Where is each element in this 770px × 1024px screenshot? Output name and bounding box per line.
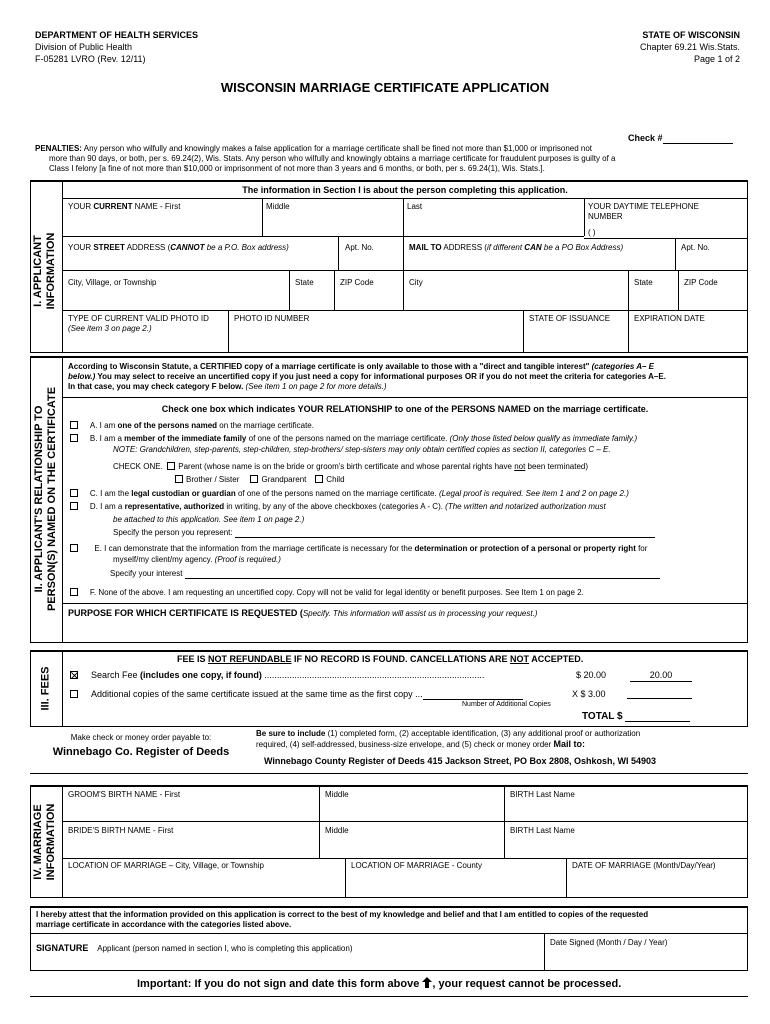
search-fee-price: $ 20.00	[576, 670, 607, 680]
state-label-2: State	[634, 278, 653, 287]
checkbox-icon[interactable]	[70, 489, 78, 497]
additional-copies-caption: Number of Additional Copies	[462, 701, 551, 708]
dept-name: DEPARTMENT OF HEALTH SERVICES	[35, 30, 199, 40]
bride-last-label: BIRTH Last Name	[510, 826, 575, 835]
checkbox-icon[interactable]	[167, 462, 175, 470]
zip-label: ZIP Code	[340, 278, 374, 287]
chapter-ref: Chapter 69.21 Wis.Stats.	[639, 42, 740, 52]
represent-field[interactable]: Specify the person you represent:	[113, 528, 655, 538]
zip-label-2: ZIP Code	[684, 278, 718, 287]
purpose-label: PURPOSE FOR WHICH CERTIFICATE IS REQUESTED (Specify. This information will assist us in processing your request.)	[68, 608, 538, 618]
state-name: STATE OF WISCONSIN	[642, 30, 740, 40]
groom-last-label: BIRTH Last Name	[510, 790, 575, 799]
checkbox-icon[interactable]	[315, 475, 323, 483]
search-fee-value[interactable]: 20.00	[630, 670, 692, 682]
page-title: WISCONSIN MARRIAGE CERTIFICATE APPLICATION	[220, 80, 550, 95]
state-label: State	[295, 278, 314, 287]
marriage-date-label: DATE OF MARRIAGE (Month/Day/Year)	[572, 861, 716, 870]
option-a[interactable]: A. I am one of the persons named on the marriage certificate.	[70, 421, 314, 431]
additional-copies-amount[interactable]	[627, 698, 692, 699]
payable-label: Make check or money order payable to:	[70, 733, 212, 742]
additional-copies-price: X $ 3.00	[572, 689, 606, 699]
groom-name-label: GROOM'S BIRTH NAME - First	[68, 790, 181, 799]
date-signed-field[interactable]: Date Signed (Month / Day / Year)	[550, 938, 668, 947]
groom-middle-label: Middle	[325, 790, 349, 799]
checkbox-icon[interactable]	[175, 475, 183, 483]
search-fee-row[interactable]: Search Fee (includes one copy, if found) ........................................................................................	[70, 670, 484, 681]
marriage-county-label: LOCATION OF MARRIAGE - County	[351, 861, 482, 870]
photo-id-number-label: PHOTO ID NUMBER	[234, 314, 310, 323]
checkbox-icon[interactable]	[70, 421, 78, 429]
apt-label-2: Apt. No.	[681, 243, 710, 252]
checked-box-icon[interactable]	[70, 671, 78, 679]
city-label: City, Village, or Township	[68, 278, 157, 287]
signature-field[interactable]: SIGNATURE Applicant (person named in section I, who is completing this application)	[36, 943, 353, 953]
form-number: F-05281 LVRO (Rev. 12/11)	[35, 54, 146, 64]
section-1-label: I. APPLICANT INFORMATION	[32, 232, 57, 310]
option-d[interactable]: D. I am a representative, authorized in writing, by any of the above checkboxes (categories A - C). (The written and notarized authorization must	[70, 502, 606, 512]
check-one-parent[interactable]: CHECK ONE. Parent (whose name is on the bride or groom's birth certificate and whose parental rights have not been terminated)	[113, 462, 589, 471]
checkbox-icon[interactable]	[70, 544, 78, 552]
checkbox-icon[interactable]	[250, 475, 258, 483]
section-1-heading: The information in Section I is about the person completing this application.	[242, 185, 568, 195]
attestation: I hereby attest that the information provided on this application is correct to the best of my knowledge and belief and that I am entitled to copies of the requested marriage certificate in accordance with the categories listed above.	[36, 910, 649, 929]
marriage-city-label: LOCATION OF MARRIAGE – City, Village, or Township	[68, 861, 264, 870]
current-name-label: YOUR CURRENT NAME - First	[68, 202, 181, 211]
important-notice: Important: If you do not sign and date this form above , your request cannot be processed.	[137, 978, 622, 990]
phone-label: YOUR DAYTIME TELEPHONE NUMBER	[588, 202, 699, 221]
apt-label: Apt. No.	[345, 243, 374, 252]
check-one-siblings[interactable]: Brother / Sister Grandparent Child	[175, 475, 345, 485]
additional-copies-row[interactable]: Additional copies of the same certificate issued at the same time as the first copy ...	[70, 689, 523, 700]
issuance-label: STATE OF ISSUANCE	[529, 314, 611, 323]
checkbox-icon[interactable]	[70, 588, 78, 596]
bride-middle-label: Middle	[325, 826, 349, 835]
checkbox-icon[interactable]	[70, 502, 78, 510]
interest-field[interactable]: Specify your interest	[110, 569, 660, 579]
expiration-label: EXPIRATION DATE	[634, 314, 705, 323]
penalties-text: PENALTIES: Any person who wilfully and knowingly makes a false application for a marriage certificate shall be fined not more than $1,000 or imprisoned not more than 90 days, or both, per s. 69.24(2), Wis. Stats. Any person who wilfully and knowingly obtains a marriage certificate for fraudulent purposes is guilty of a Class I felony [a fine of not more than $10,000 or imprisonment of not more than 3 years and 6 months, or both, per s. 69.24(1), Wis. Stats.].	[35, 144, 616, 173]
option-d-note: be attached to this application. See item 1 on page 2.)	[113, 515, 305, 524]
payee-name: Winnebago Co. Register of Deeds	[52, 746, 230, 758]
section-2-intro: According to Wisconsin Statute, a CERTIFIED copy of a marriage certificate is only available to those with a "direct and tangible interest" (categories A– E below.) You may select to receive an uncertified copy if you just need a copy for informational purposes OR if you do not meet the criteria for categories A–E. In that case, you may check category F below. (See item 1 on page 2 for more details.)	[68, 362, 666, 391]
division-name: Division of Public Health	[35, 42, 133, 52]
check-number-label: Check #	[628, 133, 733, 144]
mail-to-label: MAIL TO ADDRESS (if different CAN be a PO Box Address)	[409, 243, 624, 252]
city-label-2: City	[409, 278, 423, 287]
section-3-label: III. FEES	[39, 666, 52, 711]
up-arrow-icon	[422, 977, 432, 991]
checkbox-icon[interactable]	[70, 434, 78, 442]
option-e[interactable]: E. I can demonstrate that the information from the marriage certificate is necessary for the determination or protection of a personal or property right for	[70, 544, 647, 554]
include-instructions: Be sure to include (1) completed form, (2) acceptable identification, (3) any additional proof or authorization required, (4) self-addressed, business-size envelope, and (5) check or money order Mail to:	[256, 729, 641, 749]
option-e-line2: myself/my client/my agency. (Proof is required.)	[113, 555, 281, 564]
total-label: TOTAL $	[582, 711, 690, 722]
photo-id-type-label: TYPE OF CURRENT VALID PHOTO ID (See item 3 on page 2.)	[68, 314, 209, 333]
section-2-label: II. APPLICANT'S RELATIONSHIP TO PERSON(S) NAMED ON THE CERTIFICATE	[33, 386, 58, 612]
page-number: Page 1 of 2	[693, 54, 740, 64]
bride-name-label: BRIDE'S BIRTH NAME - First	[68, 826, 174, 835]
option-b[interactable]: B. I am a member of the immediate family of one of the persons named on the marriage certificate. (Only those listed below qualify as immediate family.)	[70, 434, 637, 444]
last-name-label: Last	[407, 202, 423, 211]
checkbox-icon[interactable]	[70, 690, 78, 698]
option-b-note: NOTE: Grandchildren, step-parents, step-children, step-brothers/ step-sisters may only obtain certified copies as section II, categories C – E.	[113, 445, 611, 454]
section-4-label: IV. MARRIAGE INFORMATION	[32, 803, 57, 881]
phone-paren: ( )	[588, 228, 596, 237]
option-f[interactable]: F. None of the above. I am requesting an uncertified copy. Copy will not be valid for legal identity or benefit purposes. See Item 1 on page 2.	[70, 588, 584, 598]
mailing-address: Winnebago County Register of Deeds 415 Jackson Street, PO Box 2808, Oshkosh, WI 54903	[264, 756, 657, 766]
middle-name-label: Middle	[266, 202, 290, 211]
option-c[interactable]: C. I am the legal custodian or guardian of one of the persons named on the marriage certificate. (Legal proof is required. See item 1 and 2 on page 2.)	[70, 489, 629, 499]
relationship-heading: Check one box which indicates YOUR RELATIONSHIP to one of the PERSONS NAMED on the marriage certificate.	[161, 404, 649, 414]
street-address-label: YOUR STREET ADDRESS (CANNOT be a P.O. Box address)	[68, 243, 289, 252]
fees-heading: FEE IS NOT REFUNDABLE IF NO RECORD IS FOUND. CANCELLATIONS ARE NOT ACCEPTED.	[177, 654, 584, 664]
